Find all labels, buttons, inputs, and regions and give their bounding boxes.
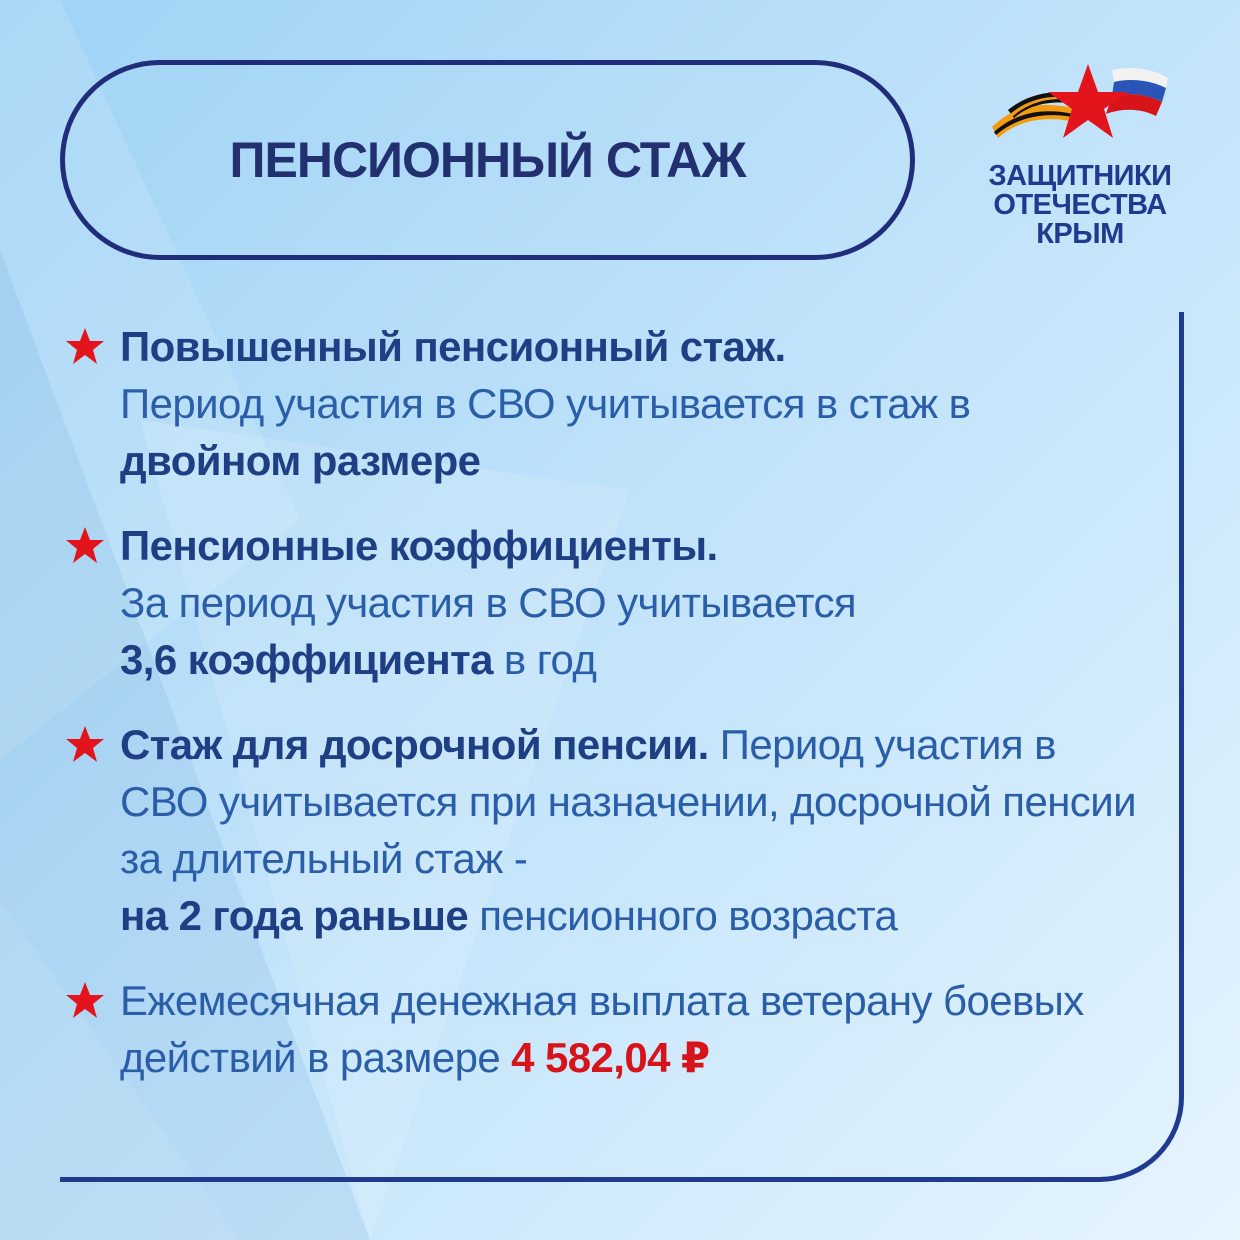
list-item	[60, 972, 1150, 1086]
list-item-text	[120, 318, 1150, 489]
item-body-tail: пенсионного возраста	[468, 892, 898, 939]
item-highlight: двойном размере	[120, 437, 481, 484]
red-star-icon	[65, 525, 105, 565]
item-body: За период участия в СВО учитывается	[120, 579, 856, 626]
list-item	[60, 517, 1150, 688]
item-highlight: на 2 года раньше	[120, 892, 469, 939]
list-item	[60, 716, 1150, 944]
list-item-text	[120, 972, 1150, 1086]
logo-line-3: КРЫМ	[1036, 218, 1124, 250]
logo-line-2: ОТЕЧЕСТВА	[993, 189, 1167, 221]
red-star-icon	[65, 724, 105, 764]
list-item-text	[120, 716, 1150, 944]
logo-line-1: ЗАЩИТНИКИ	[988, 160, 1172, 192]
red-star-icon	[65, 980, 105, 1020]
item-body-tail: в год	[492, 636, 597, 683]
title-box	[60, 60, 915, 260]
item-highlight: 3,6 коэффициента	[120, 636, 493, 683]
item-heading: Стаж для досрочной пенсии.	[120, 721, 709, 768]
item-heading: Повышенный пенсионный стаж.	[120, 323, 786, 370]
payment-amount: 4 582,04 ₽	[511, 1034, 710, 1081]
page-title: ПЕНСИОННЫЙ СТАЖ	[229, 132, 746, 188]
logo	[970, 62, 1190, 262]
list-item	[60, 318, 1150, 489]
logo-emblem	[970, 62, 1190, 162]
logo-text	[970, 162, 1190, 249]
item-body: Период участия в СВО учитывается в стаж в	[120, 380, 971, 427]
item-body: Период участия в СВО учитывается при назначении, досрочной пенсии за длительный стаж -	[120, 721, 1136, 882]
red-star-icon	[65, 326, 105, 366]
item-body: Ежемесячная денежная выплата ветерану боевых действий в размере	[120, 977, 1084, 1081]
benefits-list	[60, 318, 1150, 1114]
item-heading: Пенсионные коэффициенты.	[120, 522, 718, 569]
list-item-text	[120, 517, 1150, 688]
